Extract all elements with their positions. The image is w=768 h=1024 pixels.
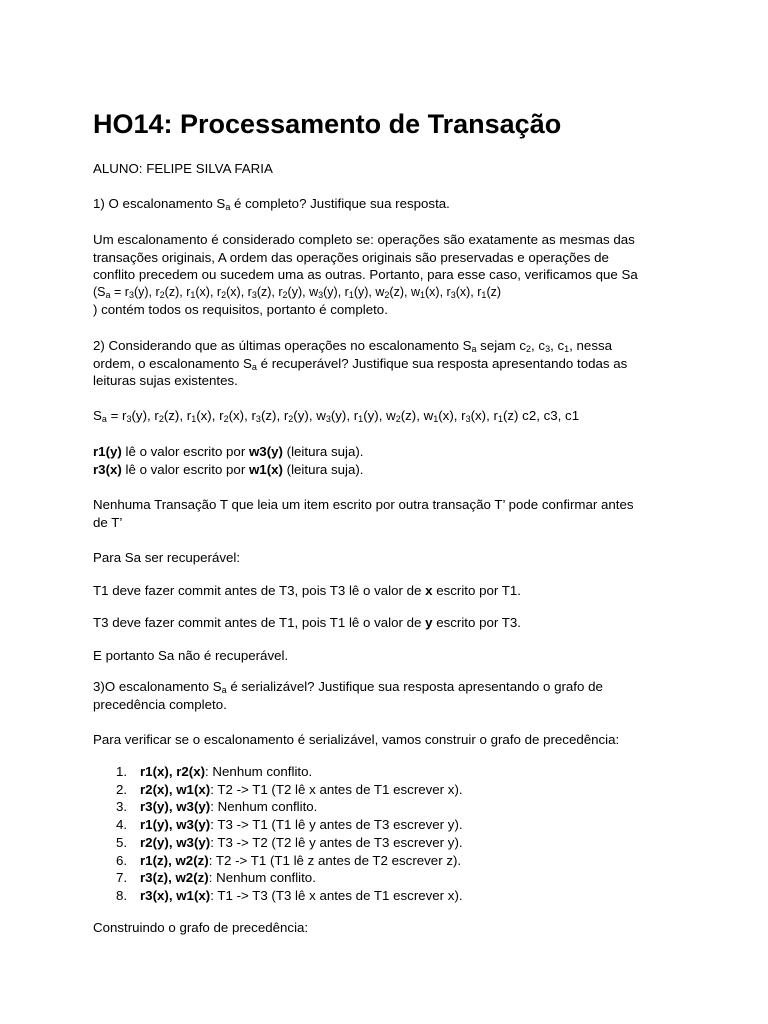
page-title: HO14: Processamento de Transação <box>93 109 562 139</box>
schedule-op: $r_2(y)$ <box>278 284 303 300</box>
dirty-reads <box>93 443 693 478</box>
list-item: 8. r3(x), w1(x): T1 -> T3 (T3 lê x antes de T1 escrever x). <box>116 887 463 903</box>
schedule-op: $r_3(x)$ <box>461 408 487 424</box>
dirty-read-1: r1(y) lê o valor escrito por w3(y) (leitura suja). <box>93 444 364 459</box>
list-item: 4. r1(y), w3(y): T3 -> T1 (T1 lê y antes de T3 escrever y). <box>116 817 463 833</box>
schedule-op: $r_1(y)$ <box>344 284 369 300</box>
question-1: 1) O escalonamento $S_a$ é completo? Justifique sua resposta. <box>93 196 450 212</box>
schedule-op: $r_2(z)$ <box>154 408 180 424</box>
schedule-operations: $r_3(y)$, $r_2(z)$, $r_1(x)$, $r_2(x)$, $r_3(z)$, $r_2(y)$, $w_3(y)$, $r_1(y)$, $w_2(z)$, $w_1(x)$, $r_3(x)$, $r_1(z)$ <box>124 284 502 300</box>
question-3: 3)O escalonamento $S_a$ é serializável? Justifique sua resposta apresentando o grafo de precedência completo. <box>93 679 603 712</box>
precedence-intro: Para verificar se o escalonamento é serializável, vamos construir o grafo de precedência: <box>93 732 620 747</box>
schedule-op: $r_3(y)$ <box>122 408 148 424</box>
schedule-op: $r_2(x)$ <box>216 284 241 300</box>
student-name: ALUNO: FELIPE SILVA FARIA <box>93 161 273 176</box>
answer-1-line: Um escalonamento é considerado completo se: operações são exatamente as mesmas das <box>93 232 635 247</box>
schedule-operations: $r_3(y)$, $r_2(z)$, $r_1(x)$, $r_2(x)$, $r_3(z)$, $r_2(y)$, $w_3(y)$, $r_1(y)$, $w_2(z)$, $w_1(x)$, $r_3(x)$, $r_1(z)$ <box>122 408 519 424</box>
answer-1-line: transações originais, A ordem das operações originais são preservadas e operações de <box>93 249 609 265</box>
list-item: 2. r2(x), w1(x): T2 -> T1 (T2 lê x antes de T1 escrever x). <box>116 781 463 797</box>
schedule-op: $w_1(x)$ <box>410 284 440 300</box>
schedule-op: $r_3(x)$ <box>446 284 471 300</box>
conflict-list <box>93 763 693 905</box>
graph-intro: Construindo o grafo de precedência: <box>93 920 309 935</box>
list-item: 7. r3(z), w2(z): Nenhum conflito. <box>116 870 316 886</box>
list-item: 1. r1(x), r2(x): Nenhum conflito. <box>116 764 313 779</box>
conclusion-2: E portanto Sa não é recuperável. <box>93 648 289 663</box>
schedule-op: $r_3(z)$ <box>247 284 272 300</box>
recoverability-rule: Nenhuma Transação T que leia um item escrito por outra transação T’ pode confirmar antes de T’ <box>93 497 634 530</box>
schedule-op: $r_1(x)$ <box>186 408 212 424</box>
schedule-op: $r_3(y)$ <box>124 284 149 300</box>
list-item: 3. r3(y), w3(y): Nenhum conflito. <box>116 799 318 815</box>
schedule-op: $r_3(z)$ <box>251 408 277 424</box>
commit-rule-t1: T1 deve fazer commit antes de T3, pois T3 lê o valor de x escrito por T1. <box>93 583 521 598</box>
question-2: 2) Considerando que as últimas operações no escalonamento $S_a$ sejam $c_2$, $c_3$, $c_1$, nessa ordem, o escalonamento $S_a$ é recuperável? Justifique sua resposta apresentando todas as leituras sujas existentes. <box>93 338 628 388</box>
schedule-op: $w_2(z)$ <box>386 408 417 424</box>
schedule-op: $r_2(x)$ <box>219 408 245 424</box>
schedule-op: $r_1(z)$ <box>493 408 519 424</box>
list-item: 6. r1(z), w2(z): T2 -> T1 (T1 lê z antes de T2 escrever z). <box>116 852 462 868</box>
schedule-sa-2: $S_a = r_3(y)$, $r_2(z)$, $r_1(x)$, $r_2(x)$, $r_3(z)$, $r_2(y)$, $w_3(y)$, $r_1(y)$, $w_2(z)$, $w_1(x)$, $r_3(x)$, $r_1(z)$ c2, c3, c1 <box>93 408 580 424</box>
schedule-op: $r_1(x)$ <box>186 284 210 300</box>
answer-1-line: ) contém todos os requisitos, portanto é completo. <box>93 302 388 317</box>
answer-1-line: conflito precedem ou sucedem uma as outras. Portanto, para esse caso, verificamos que Sa <box>93 267 638 282</box>
schedule-op: $w_3(y)$ <box>309 284 338 300</box>
schedule-op: $w_2(z)$ <box>375 284 404 300</box>
answer-1 <box>93 231 693 319</box>
schedule-sa-1: ($S_a = r_3(y)$, $r_2(z)$, $r_1(x)$, $r_2(x)$, $r_3(z)$, $r_2(y)$, $w_3(y)$, $r_1(y)$, $w_2(z)$, $w_1(x)$, $r_3(x)$, $r_1(z)$ <box>93 284 502 300</box>
schedule-op: $w_1(x)$ <box>423 408 454 424</box>
schedule-op: $r_2(y)$ <box>283 408 309 424</box>
para-sa-heading: Para Sa ser recuperável: <box>93 550 241 565</box>
list-item: 5. r2(y), w3(y): T3 -> T2 (T2 lê y antes de T3 escrever y). <box>116 834 463 850</box>
commit-rule-t3: T3 deve fazer commit antes de T1, pois T1 lê o valor de y escrito por T3. <box>93 615 521 630</box>
schedule-op: $r_2(z)$ <box>155 284 180 300</box>
schedule-op: $r_1(z)$ <box>477 284 502 300</box>
schedule-op: $w_3(y)$ <box>316 408 347 424</box>
dirty-read-2: r3(x) lê o valor escrito por w1(x) (leitura suja). <box>93 461 364 477</box>
schedule-op: $r_1(y)$ <box>353 408 379 424</box>
